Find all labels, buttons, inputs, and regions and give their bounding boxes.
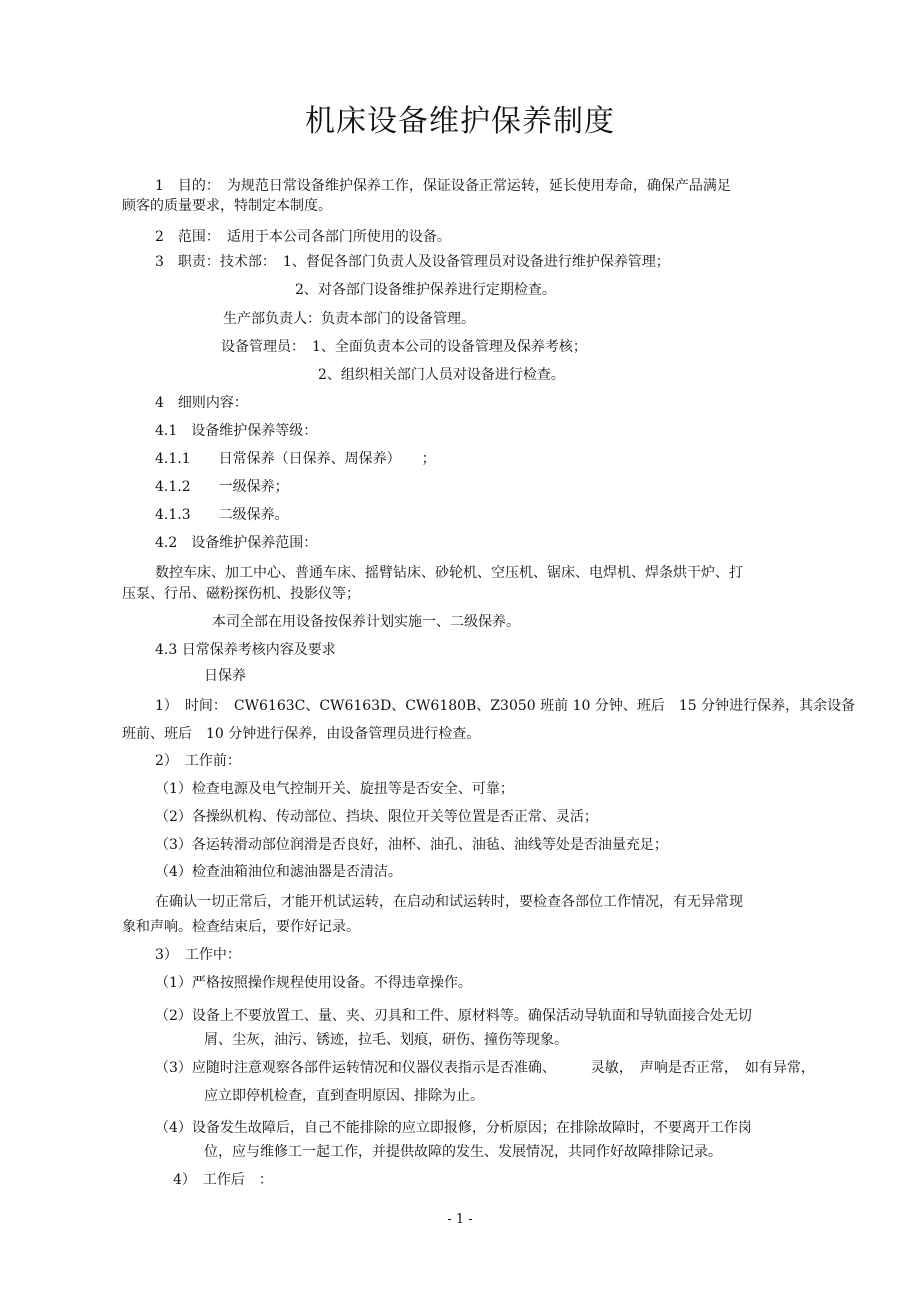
page-number: - 1 - xyxy=(447,1212,473,1227)
list-item: （1）检查电源及电气控制开关、旋扭等是否安全、可靠； xyxy=(155,781,514,797)
text-line: 压泵、行吊、磁粉探伤机、投影仪等； xyxy=(122,586,360,602)
text-line: 1） 时间： CW6163C、CW6163D、CW6180B、Z3050 班前 10 分钟、班后 15 分钟进行保养，其余设备 xyxy=(155,698,856,714)
list-item: （2）设备上不要放置工、量、夹、刃具和工件、原材料等。确保活动导轨面和导轨面接合处无切 xyxy=(155,1008,752,1024)
list-item: （1）严格按照操作规程使用设备。不得违章操作。 xyxy=(155,975,472,991)
text-line: 4.1.3 二级保养。 xyxy=(155,507,289,523)
text-line: 应立即停机检查，直到查明原因、排除为止。 xyxy=(204,1088,484,1104)
text-line: 4） 工作后 ： xyxy=(173,1172,273,1188)
text-line: 在确认一切正常后，才能开机试运转，在启动和试运转时，要检查各部位工作情况，有无异常现 xyxy=(155,894,743,910)
section-heading: 4.3 日常保养考核内容及要求 xyxy=(155,642,336,658)
text-line: 4.1.1 日常保养（日保养、周保养） ； xyxy=(155,451,436,467)
text-line: 屑、尘灰，油污、锈迹，拉毛、划痕，研伤、撞伤等现象。 xyxy=(204,1032,568,1048)
text-line: 位，应与维修工一起工作，并提供故障的发生、发展情况，共同作好故障排除记录。 xyxy=(204,1144,722,1160)
list-item: （4）检查油箱油位和滤油器是否清洁。 xyxy=(155,864,402,880)
list-item: （4）设备发生故障后，自己不能排除的应立即报修，分析原因；在排除故障时，不要离开工作岗 xyxy=(155,1120,752,1136)
text-line: 班前、班后 10 分钟进行保养，由设备管理员进行检查。 xyxy=(122,726,481,742)
text-line: 顾客的质量要求，特制定本制度。 xyxy=(122,198,332,214)
text-line: 3 职责：技术部： 1、督促各部门负责人及设备管理员对设备进行维护保养管理； xyxy=(155,254,670,270)
text-line: 设备管理员： 1、全面负责本公司的设备管理及保养考核； xyxy=(221,339,587,355)
list-item: （3）应随时注意观察各部件运转情况和仪器仪表指示是否准确、 灵敏， 声响是否正常， 如有异常， xyxy=(155,1060,815,1076)
text-line: 本司全部在用设备按保养计划实施一、二级保养。 xyxy=(212,614,520,630)
text-line: 2） 工作前： xyxy=(155,753,241,769)
text-line: 2 范围： 适用于本公司各部门所使用的设备。 xyxy=(155,229,451,245)
text-line: 日保养 xyxy=(204,668,246,684)
section-heading: 4.2 设备维护保养范围： xyxy=(155,535,318,551)
text-line: 1 目的： 为规范日常设备维护保养工作，保证设备正常运转，延长使用寿命，确保产品满足 xyxy=(155,178,731,194)
list-item: （2）各操纵机构、传动部位、挡块、限位开关等位置是否正常、灵活； xyxy=(155,809,598,825)
text-line: 2、对各部门设备维护保养进行定期检查。 xyxy=(295,282,556,298)
text-line: 3） 工作中： xyxy=(155,947,241,963)
section-heading: 4.1 设备维护保养等级： xyxy=(155,423,318,439)
text-line: 生产部负责人：负责本部门的设备管理。 xyxy=(223,311,475,327)
text-line: 2、组织相关部门人员对设备进行检查。 xyxy=(318,367,565,383)
text-line: 4.1.2 一级保养； xyxy=(155,479,289,495)
text-line: 象和声响。检查结束后，要作好记录。 xyxy=(122,919,360,935)
list-item: （3）各运转滑动部位润滑是否良好，油杯、油孔、油毡、油线等处是否油量充足； xyxy=(155,837,668,853)
page-title: 机床设备维护保养制度 xyxy=(305,104,615,139)
section-heading: 4 细则内容： xyxy=(155,395,248,411)
text-line: 数控车床、加工中心、普通车床、摇臂钻床、砂轮机、空压机、锯床、电焊机、焊条烘干炉、打 xyxy=(155,565,743,581)
